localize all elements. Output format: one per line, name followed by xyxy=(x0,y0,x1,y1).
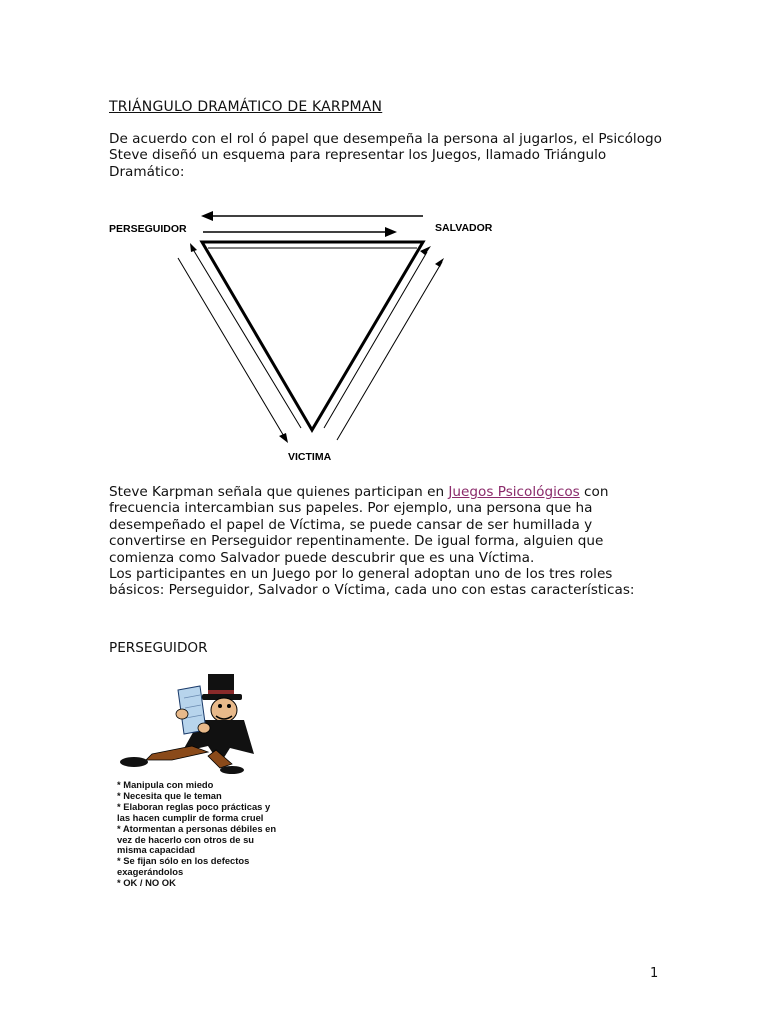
intro-paragraph: De acuerdo con el rol ó papel que desempeña la persona al jugarlos, el Psicólogo Steve diseñó un esquema para representar los Juegos, llamado Triángulo Dramático: xyxy=(109,131,662,180)
perseguidor-traits-list xyxy=(117,780,277,889)
arrowhead-right-up xyxy=(420,246,431,255)
trait-item: * Necesita que le teman xyxy=(117,789,222,801)
trait-item: * Manipula con miedo xyxy=(117,779,214,790)
section-heading-perseguidor: PERSEGUIDOR xyxy=(109,640,208,656)
label-perseguidor: PERSEGUIDOR xyxy=(109,223,187,235)
arrow-left-down xyxy=(178,258,285,438)
arrowhead-left-up xyxy=(190,243,197,252)
arrow-right-outer xyxy=(337,262,442,440)
trait-item: * OK / NO OK xyxy=(117,877,176,889)
trait-item: * Se fijan sólo en los defectos exagerándolos xyxy=(117,855,250,878)
body-text-rest: con frecuencia intercambian sus papeles. Por ejemplo, una persona que ha desempeñado el papel de Víctima, se puede cansar de ser humillada y convertirse en Perseguidor repentinamente. De igual forma, alguien que comienza como Salvador puede descubrir que es una Víctima. xyxy=(109,484,609,566)
arrowhead-left-down xyxy=(279,433,288,443)
body-paragraph xyxy=(109,484,649,599)
document-title: TRIÁNGULO DRAMÁTICO DE KARPMAN xyxy=(109,99,383,115)
arrowhead-right xyxy=(385,227,397,237)
arrowhead-left xyxy=(201,211,213,221)
body-text-second: Los participantes en un Juego por lo general adoptan uno de los tres roles básicos: Perseguidor, Salvador o Víctima, cada uno con estas características: xyxy=(109,566,635,599)
label-salvador: SALVADOR xyxy=(435,222,493,234)
arrow-left-inner xyxy=(191,246,301,428)
body-text-start: Steve Karpman señala que quienes participan en xyxy=(109,484,449,500)
trait-item: * Elaboran reglas poco prácticas y las hacen cumplir de forma cruel xyxy=(117,800,271,823)
inverted-triangle xyxy=(202,242,423,430)
arrow-right-up xyxy=(324,252,427,428)
karpman-triangle-diagram xyxy=(105,200,515,475)
trait-item: * Atormentan a personas débiles en vez de hacerlo con otros de su misma capacidad xyxy=(117,822,277,856)
perseguidor-cartoon-image xyxy=(112,668,272,776)
page-number: 1 xyxy=(650,966,659,981)
juegos-psicologicos-link[interactable]: Juegos Psicológicos xyxy=(448,484,580,500)
arrowhead-right-outer xyxy=(435,258,444,267)
label-victima: VICTIMA xyxy=(288,451,332,463)
